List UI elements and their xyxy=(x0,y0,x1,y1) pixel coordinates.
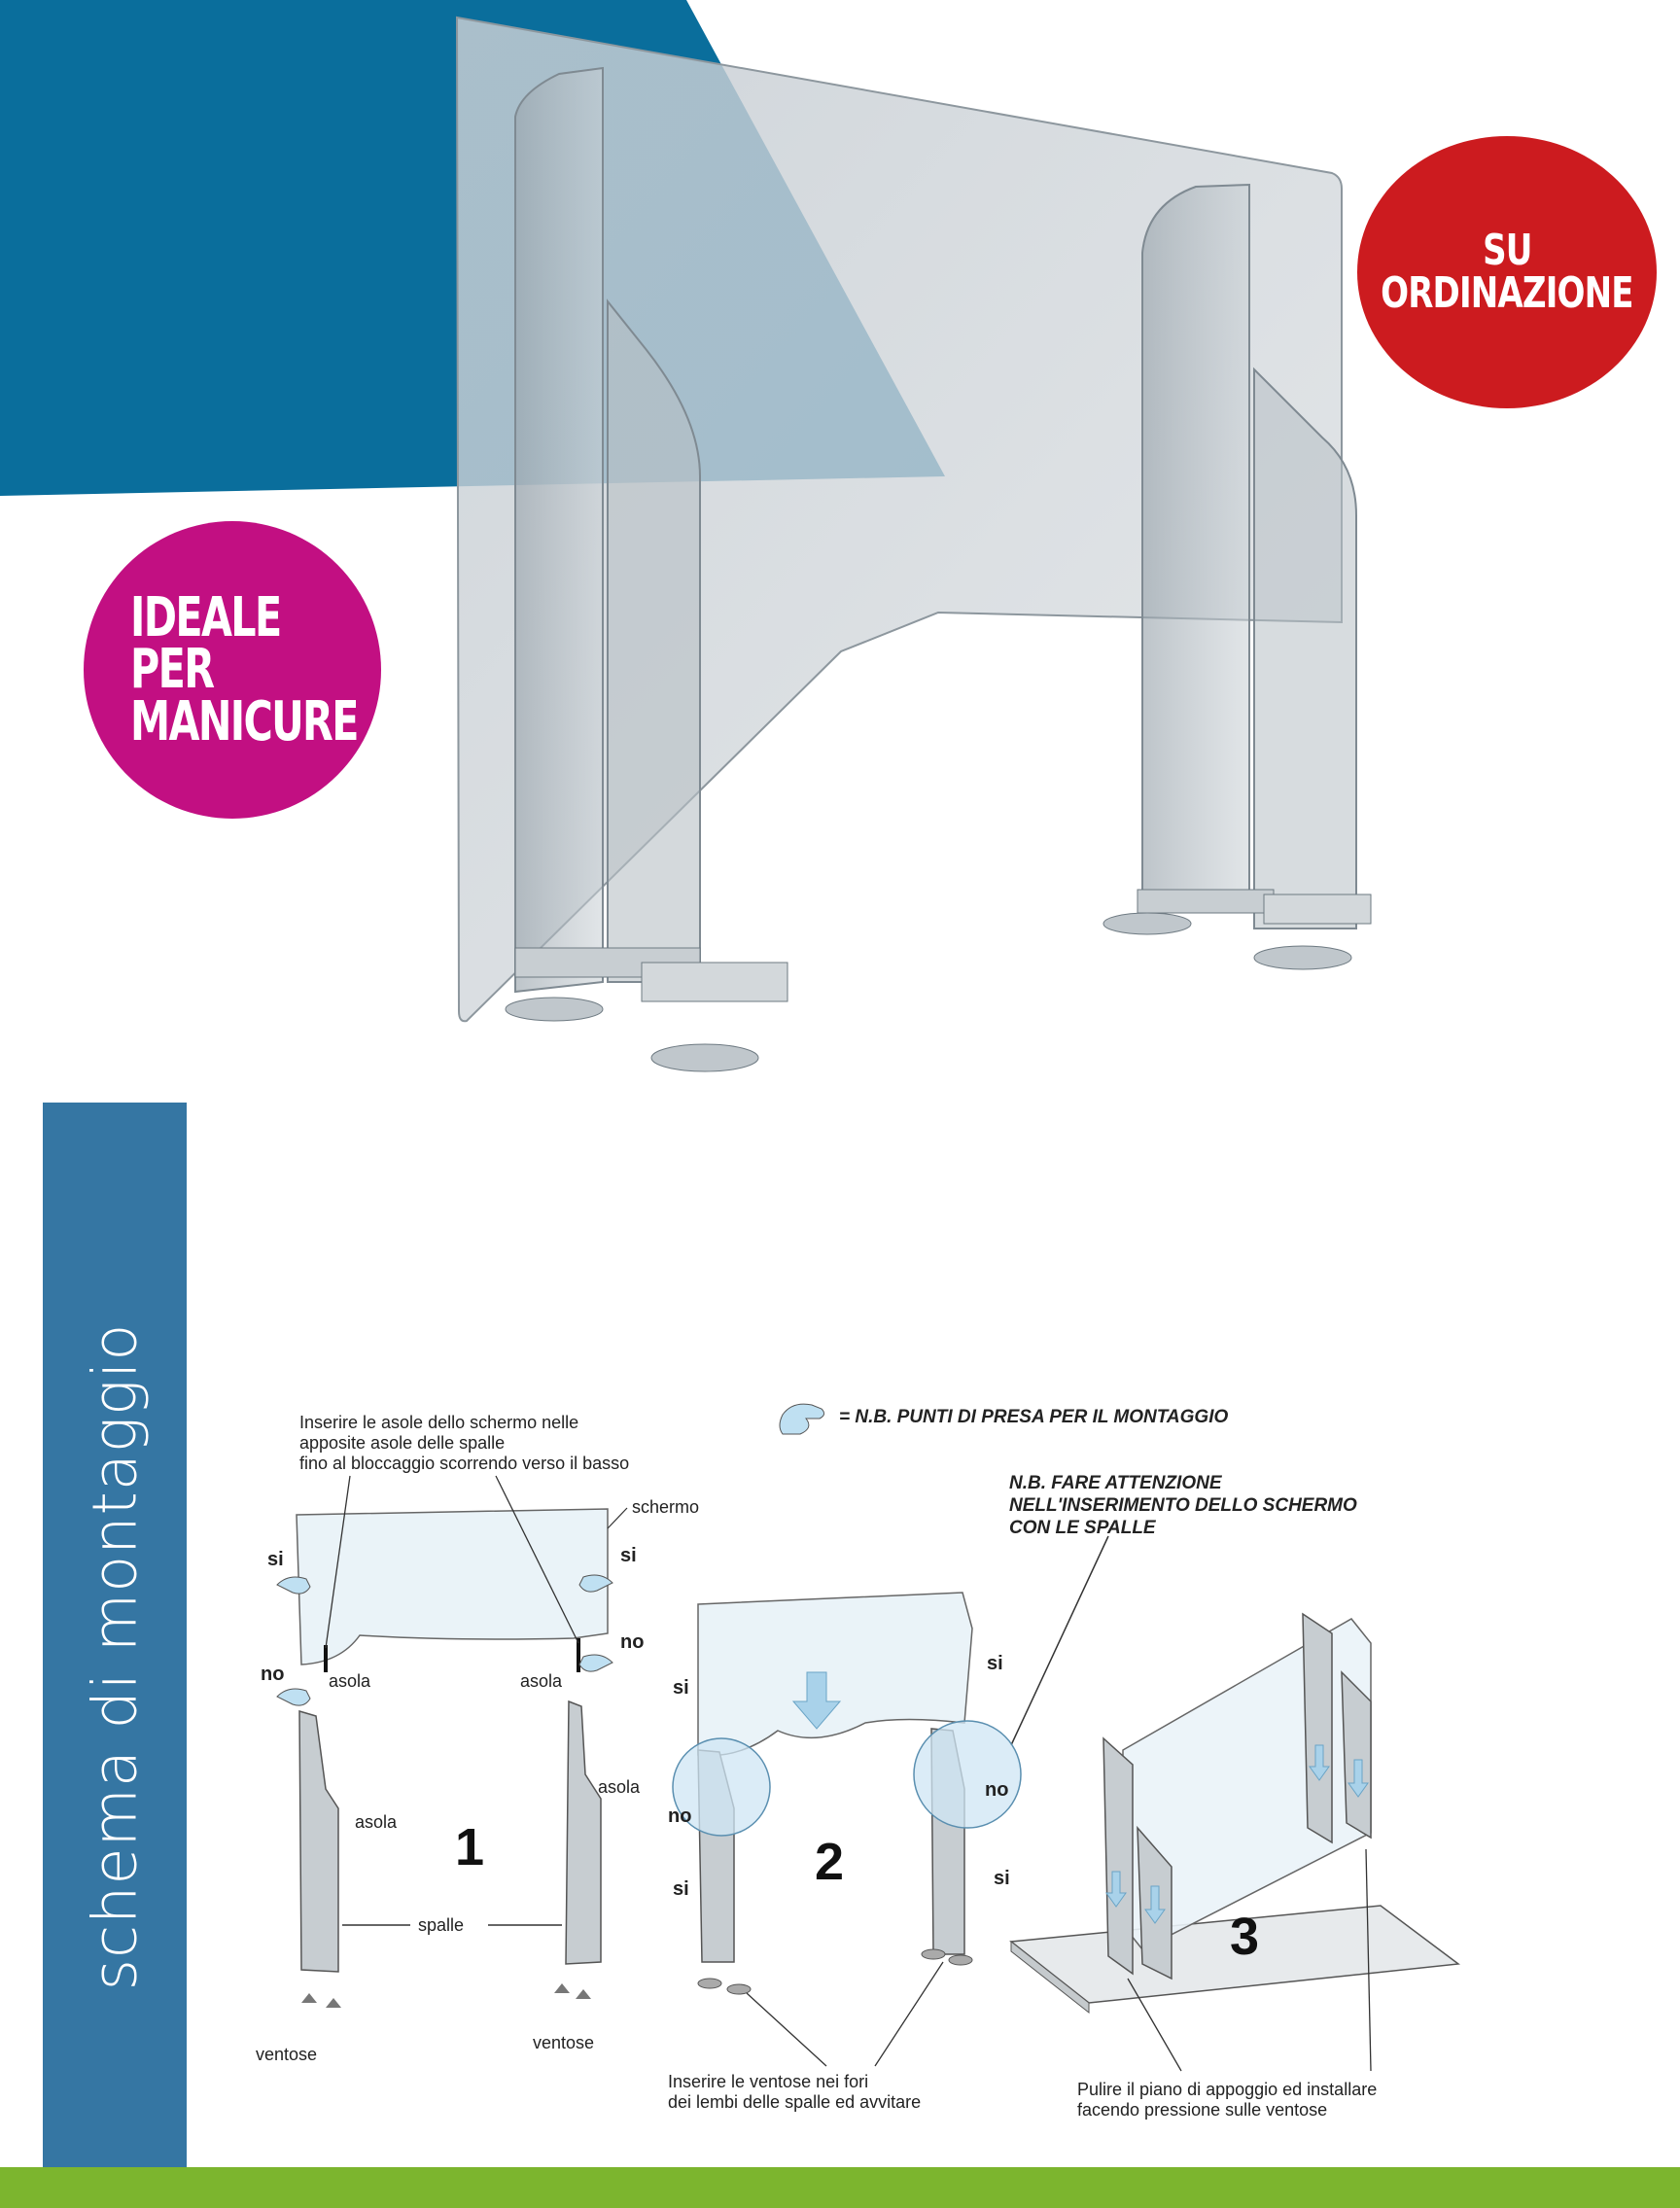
attention-note-line-2: NELL'INSERIMENTO DELLO SCHERMO xyxy=(1009,1495,1357,1516)
step3-instruction-line-2: facendo pressione sulle ventose xyxy=(1077,2100,1328,2120)
on-order-badge xyxy=(1357,136,1657,408)
step2-instruction xyxy=(668,2072,921,2112)
label-no-1b: no xyxy=(620,1631,645,1653)
step1-instruction-line-2: apposite asole delle spalle xyxy=(299,1433,506,1453)
label-asola-1c: asola xyxy=(355,1812,398,1832)
manicure-badge-line-3: MANICURE xyxy=(130,689,358,754)
step2-instruction-line-2: dei lembi delle spalle ed avvitare xyxy=(668,2092,922,2112)
attention-note xyxy=(1009,1473,1362,1538)
product-photo-screen xyxy=(428,10,1381,1089)
attention-note-line-3: CON LE SPALLE xyxy=(1009,1518,1156,1538)
step-number-1: 1 xyxy=(455,1818,485,1876)
legend-note: = N.B. PUNTI DI PRESA PER IL MONTAGGIO xyxy=(839,1407,1229,1427)
label-asola-1b: asola xyxy=(520,1671,563,1691)
label-asola-1a: asola xyxy=(329,1671,371,1691)
assembly-diagram xyxy=(233,1381,1497,2158)
label-no-1a: no xyxy=(261,1664,285,1685)
label-ventose-1a: ventose xyxy=(256,2045,318,2064)
label-ventose-1b: ventose xyxy=(533,2033,595,2052)
step1-instruction-line-3: fino al bloccaggio scorrendo verso il basso xyxy=(299,1454,630,1473)
section-title: schema di montaggio xyxy=(79,1322,151,1991)
manicure-badge-line-1: IDEALE xyxy=(130,586,281,650)
label-si-2b: si xyxy=(987,1653,1003,1674)
step3-instruction-line-1: Pulire il piano di appoggio ed installare xyxy=(1077,2080,1378,2099)
label-si-1a: si xyxy=(267,1549,284,1570)
step3-instruction xyxy=(1077,2080,1382,2120)
bottom-green-bar xyxy=(0,2167,1680,2208)
step1-screen xyxy=(297,1476,608,1672)
hand-grip-icon xyxy=(780,1404,824,1434)
step-number-2: 2 xyxy=(815,1833,845,1891)
label-si-1b: si xyxy=(620,1545,637,1566)
step1-instruction xyxy=(299,1413,629,1473)
label-schermo: schermo xyxy=(632,1497,700,1517)
manicure-badge-line-2: PER xyxy=(130,638,214,702)
label-asola-1d: asola xyxy=(598,1777,641,1797)
label-si-2d: si xyxy=(994,1868,1010,1889)
label-si-2a: si xyxy=(673,1677,689,1699)
label-no-2a: no xyxy=(668,1805,692,1827)
label-spalle: spalle xyxy=(418,1915,465,1935)
on-order-badge-line-2: ORDINAZIONE xyxy=(1381,268,1633,318)
step2-instruction-line-1: Inserire le ventose nei fori xyxy=(668,2072,869,2091)
on-order-badge-line-1: SU xyxy=(1482,226,1532,275)
manicure-badge xyxy=(84,521,381,819)
step1-instruction-line-1: Inserire le asole dello schermo nelle xyxy=(299,1413,579,1432)
label-no-2b: no xyxy=(985,1779,1009,1801)
attention-note-line-1: N.B. FARE ATTENZIONE xyxy=(1009,1473,1222,1493)
label-si-2c: si xyxy=(673,1878,689,1900)
step-number-3: 3 xyxy=(1230,1908,1260,1966)
